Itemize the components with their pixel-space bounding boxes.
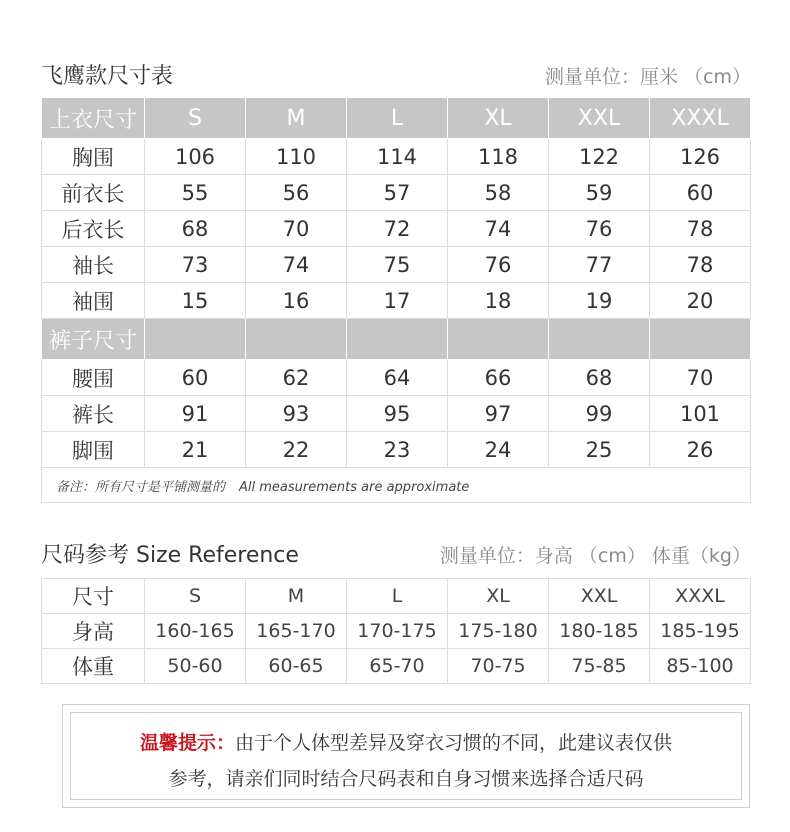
table-cell: 160-165	[145, 614, 246, 649]
table-cell: 165-170	[246, 614, 347, 649]
table-cell: 106	[145, 139, 246, 175]
table-cell: 175-180	[448, 614, 549, 649]
table-row	[42, 614, 751, 649]
table-cell: 185-195	[650, 614, 751, 649]
table-row	[42, 649, 751, 684]
table-cell: 114	[347, 139, 448, 175]
row-label: 后衣长	[42, 211, 145, 247]
table-row	[42, 175, 751, 211]
table-row	[42, 139, 751, 175]
table-cell: 170-175	[347, 614, 448, 649]
table-row	[42, 211, 751, 247]
row-label: 胸围	[42, 139, 145, 175]
size-reference-header	[41, 539, 751, 573]
table-cell: 101	[650, 396, 751, 432]
header-cell: L	[347, 98, 448, 139]
table-cell: 60	[145, 360, 246, 396]
table-cell: 50-60	[145, 649, 246, 684]
table-cell: 99	[549, 396, 650, 432]
table-cell: 16	[246, 283, 347, 319]
header-cell: 上衣尺寸	[42, 98, 145, 139]
header-cell: XL	[448, 98, 549, 139]
table-cell: 64	[347, 360, 448, 396]
header-cell: XXL	[549, 579, 650, 614]
table-cell: 110	[246, 139, 347, 175]
table-cell: 68	[549, 360, 650, 396]
table-cell: 76	[549, 211, 650, 247]
header-cell: XL	[448, 579, 549, 614]
size-chart-header	[41, 60, 751, 94]
header-cell: S	[145, 98, 246, 139]
table-cell: 122	[549, 139, 650, 175]
row-label: 腰围	[42, 360, 145, 396]
table-cell: 78	[650, 211, 751, 247]
row-label: 身高	[42, 614, 145, 649]
table-cell: 70-75	[448, 649, 549, 684]
table-cell: 66	[448, 360, 549, 396]
row-label: 脚围	[42, 432, 145, 468]
table-cell: 72	[347, 211, 448, 247]
size-reference-title: 尺码参考 Size Reference	[41, 543, 299, 568]
table-cell: 57	[347, 175, 448, 211]
table-cell: 74	[246, 247, 347, 283]
note-row	[42, 468, 751, 503]
table-cell: 17	[347, 283, 448, 319]
table-cell: 75-85	[549, 649, 650, 684]
header-cell	[549, 319, 650, 360]
table-cell: 85-100	[650, 649, 751, 684]
header-cell: L	[347, 579, 448, 614]
header-cell: XXL	[549, 98, 650, 139]
top-size-header-row	[42, 98, 751, 139]
table-cell: 70	[650, 360, 751, 396]
tip-box-inner	[70, 712, 742, 800]
header-cell	[650, 319, 751, 360]
pants-size-header-row	[42, 319, 751, 360]
tip-label: 温馨提示：	[139, 732, 235, 754]
table-cell: 26	[650, 432, 751, 468]
row-label: 裤长	[42, 396, 145, 432]
table-cell: 22	[246, 432, 347, 468]
header-cell	[448, 319, 549, 360]
table-row	[42, 360, 751, 396]
header-cell: S	[145, 579, 246, 614]
table-cell: 70	[246, 211, 347, 247]
header-cell	[347, 319, 448, 360]
table-cell: 68	[145, 211, 246, 247]
table-cell: 56	[246, 175, 347, 211]
table-cell: 18	[448, 283, 549, 319]
row-label: 袖长	[42, 247, 145, 283]
header-cell: XXXL	[650, 98, 751, 139]
table-cell: 59	[549, 175, 650, 211]
table-cell: 24	[448, 432, 549, 468]
row-label: 体重	[42, 649, 145, 684]
note-en: All measurements are approximate	[239, 479, 470, 495]
table-cell: 23	[347, 432, 448, 468]
table-cell: 93	[246, 396, 347, 432]
table-cell: 126	[650, 139, 751, 175]
header-cell: M	[246, 579, 347, 614]
table-cell: 73	[145, 247, 246, 283]
size-reference-header-row	[42, 579, 751, 614]
table-cell: 75	[347, 247, 448, 283]
tip-line-2: 参考，请亲们同时结合尺码表和自身习惯来选择合适尺码	[168, 768, 644, 790]
table-cell: 15	[145, 283, 246, 319]
table-cell: 97	[448, 396, 549, 432]
table-cell: 20	[650, 283, 751, 319]
table-cell: 60-65	[246, 649, 347, 684]
row-label: 前衣长	[42, 175, 145, 211]
note-cell	[42, 468, 751, 503]
note-cn: 备注：所有尺寸是平铺测量的	[56, 479, 226, 495]
table-cell: 55	[145, 175, 246, 211]
table-row	[42, 432, 751, 468]
row-label: 袖围	[42, 283, 145, 319]
header-cell	[145, 319, 246, 360]
row-label: 尺寸	[42, 579, 145, 614]
table-cell: 19	[549, 283, 650, 319]
table-cell: 118	[448, 139, 549, 175]
size-reference-unit: 测量单位：身高 （cm） 体重（kg）	[439, 545, 751, 567]
table-cell: 58	[448, 175, 549, 211]
header-cell: 裤子尺寸	[42, 319, 145, 360]
tip-line-1	[71, 728, 741, 755]
table-cell: 25	[549, 432, 650, 468]
table-cell: 62	[246, 360, 347, 396]
table-row	[42, 396, 751, 432]
table-cell: 78	[650, 247, 751, 283]
header-cell: M	[246, 98, 347, 139]
header-cell: XXXL	[650, 579, 751, 614]
table-cell: 91	[145, 396, 246, 432]
header-cell	[246, 319, 347, 360]
table-row	[42, 247, 751, 283]
table-cell: 60	[650, 175, 751, 211]
size-reference-table	[41, 578, 751, 684]
table-cell: 95	[347, 396, 448, 432]
size-chart-title: 飞鹰款尺寸表	[41, 64, 174, 89]
table-cell: 76	[448, 247, 549, 283]
table-cell: 74	[448, 211, 549, 247]
table-cell: 65-70	[347, 649, 448, 684]
tip-box	[62, 704, 750, 808]
table-cell: 77	[549, 247, 650, 283]
tip-text-1: 由于个人体型差异及穿衣习惯的不同，此建议表仅供	[235, 732, 673, 754]
table-row	[42, 283, 751, 319]
table-cell: 21	[145, 432, 246, 468]
table-cell: 180-185	[549, 614, 650, 649]
size-chart-unit: 测量单位：厘米 （cm）	[545, 66, 751, 88]
size-chart-table	[41, 97, 751, 503]
